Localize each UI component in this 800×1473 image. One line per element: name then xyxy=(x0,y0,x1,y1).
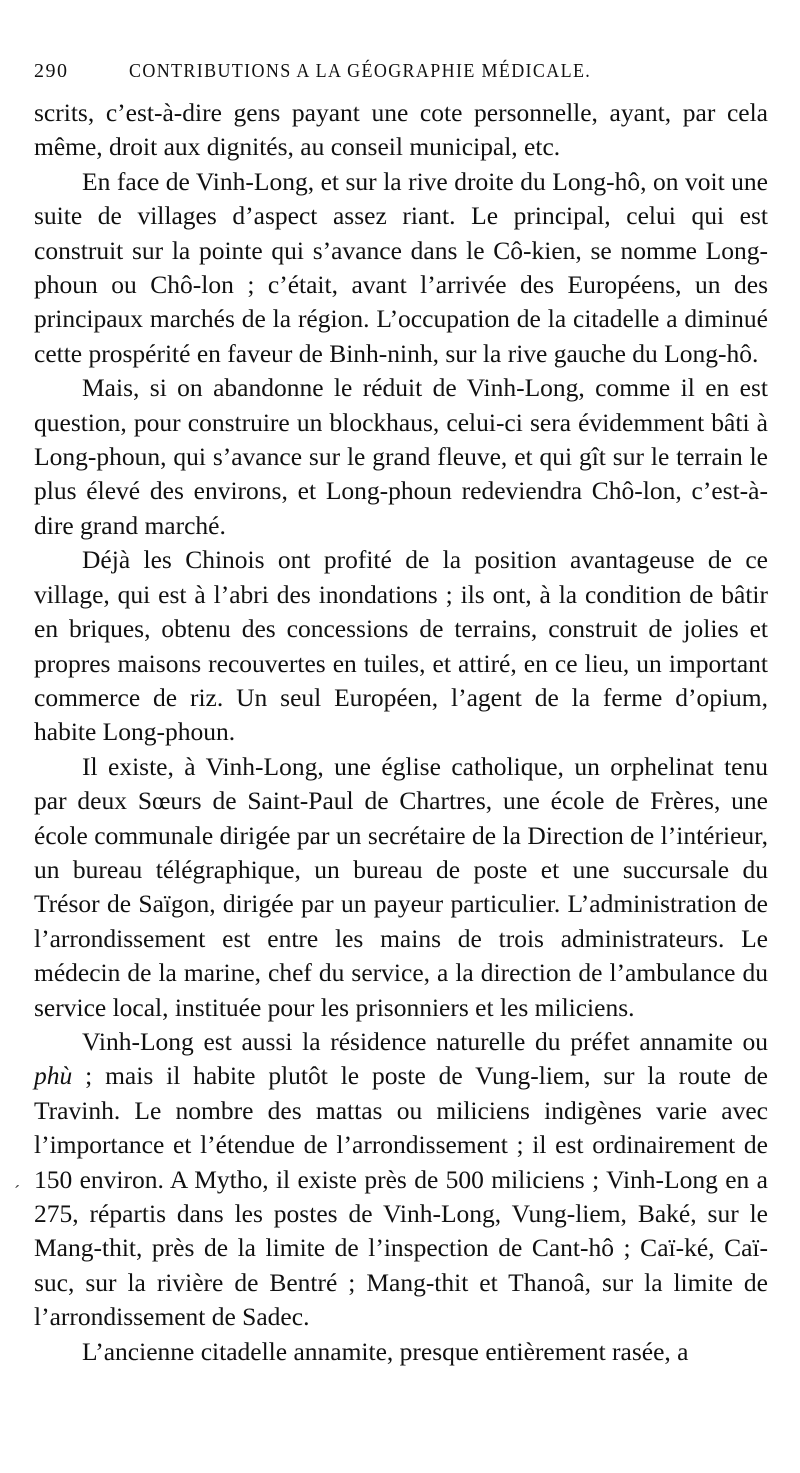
paragraph-citadelle: L’ancienne citadelle annamite, presque entièrement rasée, a xyxy=(82,1336,689,1366)
paragraph-chinois: Déjà les Chinois ont profité de la position avantageuse de ce village, qui est à l’abri des inondations ; ils ont, à la condition de bâtir en briques, obtenu des concessions de terrains, construit de jolies et propres maisons recouvertes en tuiles, et attiré, en ce lieu, un important commerce de riz. Un seul Européen, l’agent de la ferme d’opium, habite Long-phoun. xyxy=(34,545,768,747)
body-text xyxy=(34,96,768,1369)
paragraph-blockhaus: Mais, si on abandonne le réduit de Vinh-Long, comme il en est question, pour construire un blockhaus, celui-ci sera évidemment bâti à Long-phoun, qui s’avance sur le grand fleuve, et qui gît sur le terrain le plus élevé des environs, et Long-phoun redeviendra Chô-lon, c’est-à-dire grand marché. xyxy=(34,373,768,540)
running-header xyxy=(34,60,768,90)
margin-mark: ´ xyxy=(14,1182,20,1202)
page-number: 290 xyxy=(34,60,69,82)
running-title: CONTRIBUTIONS A LA GÉOGRAPHIE MÉDICALE. xyxy=(129,60,592,82)
paragraph-prefet-after: ; mais il habite plutôt le poste de Vung-liem, sur la route de Travinh. Le nombre des mattas ou miliciens indigènes varie avec l’importance et l’étendue de l’arrondissement ; il est ordinairement de 150 environ. A Mytho, il existe près de 500 miliciens ; Vinh-Long en a 275, répartis dans les postes de Vinh-Long, Vung-liem, Baké, sur le Mang-thit, près de la limite de l’inspection de Cant-hô ; Caï-ké, Caï-suc, sur la rivière de Bentré ; Mang-thit et Thanoâ, sur la limite de l’arrondissement de Sadec. xyxy=(34,1061,768,1332)
paragraph-institutions: Il existe, à Vinh-Long, une église catholique, un orphelinat tenu par deux Sœurs de Saint-Paul de Chartres, une école de Frères, une école communale dirigée par un secrétaire de la Direction de l’intérieur, un bureau télégraphique, un bureau de poste et une succursale du Trésor de Saïgon, dirigée par un payeur particulier. L’administration de l’arrondissement est entre les mains de trois administrateurs. Le médecin de la marine, chef du service, a la direction de l’ambulance du service local, instituée pour les prisonniers et les miliciens. xyxy=(34,751,768,1022)
paragraph-continuation: scrits, c’est-à-dire gens payant une cote personnelle, ayant, par cela même, droit aux dignités, au conseil municipal, etc. xyxy=(34,98,768,162)
paragraph-prefet xyxy=(34,1025,768,1335)
paragraph-prefet-italic-term: phù xyxy=(34,1061,73,1091)
paragraph-prefet-before: Vinh-Long est aussi la résidence naturelle du préfet annamite ou xyxy=(82,1026,768,1056)
paragraph-long-phoun: En face de Vinh-Long, et sur la rive droite du Long-hô, on voit une suite de villages d’aspect assez riant. Le principal, celui qui est construit sur la pointe qui s’avance dans le Cô-kien, se nomme Long-phoun ou Chô-lon ; c’était, avant l’arrivée des Européens, un des principaux marchés de la région. L’occupation de la citadelle a diminué cette prospérité en faveur de Binh-ninh, sur la rive gauche du Long-hô. xyxy=(34,166,768,368)
